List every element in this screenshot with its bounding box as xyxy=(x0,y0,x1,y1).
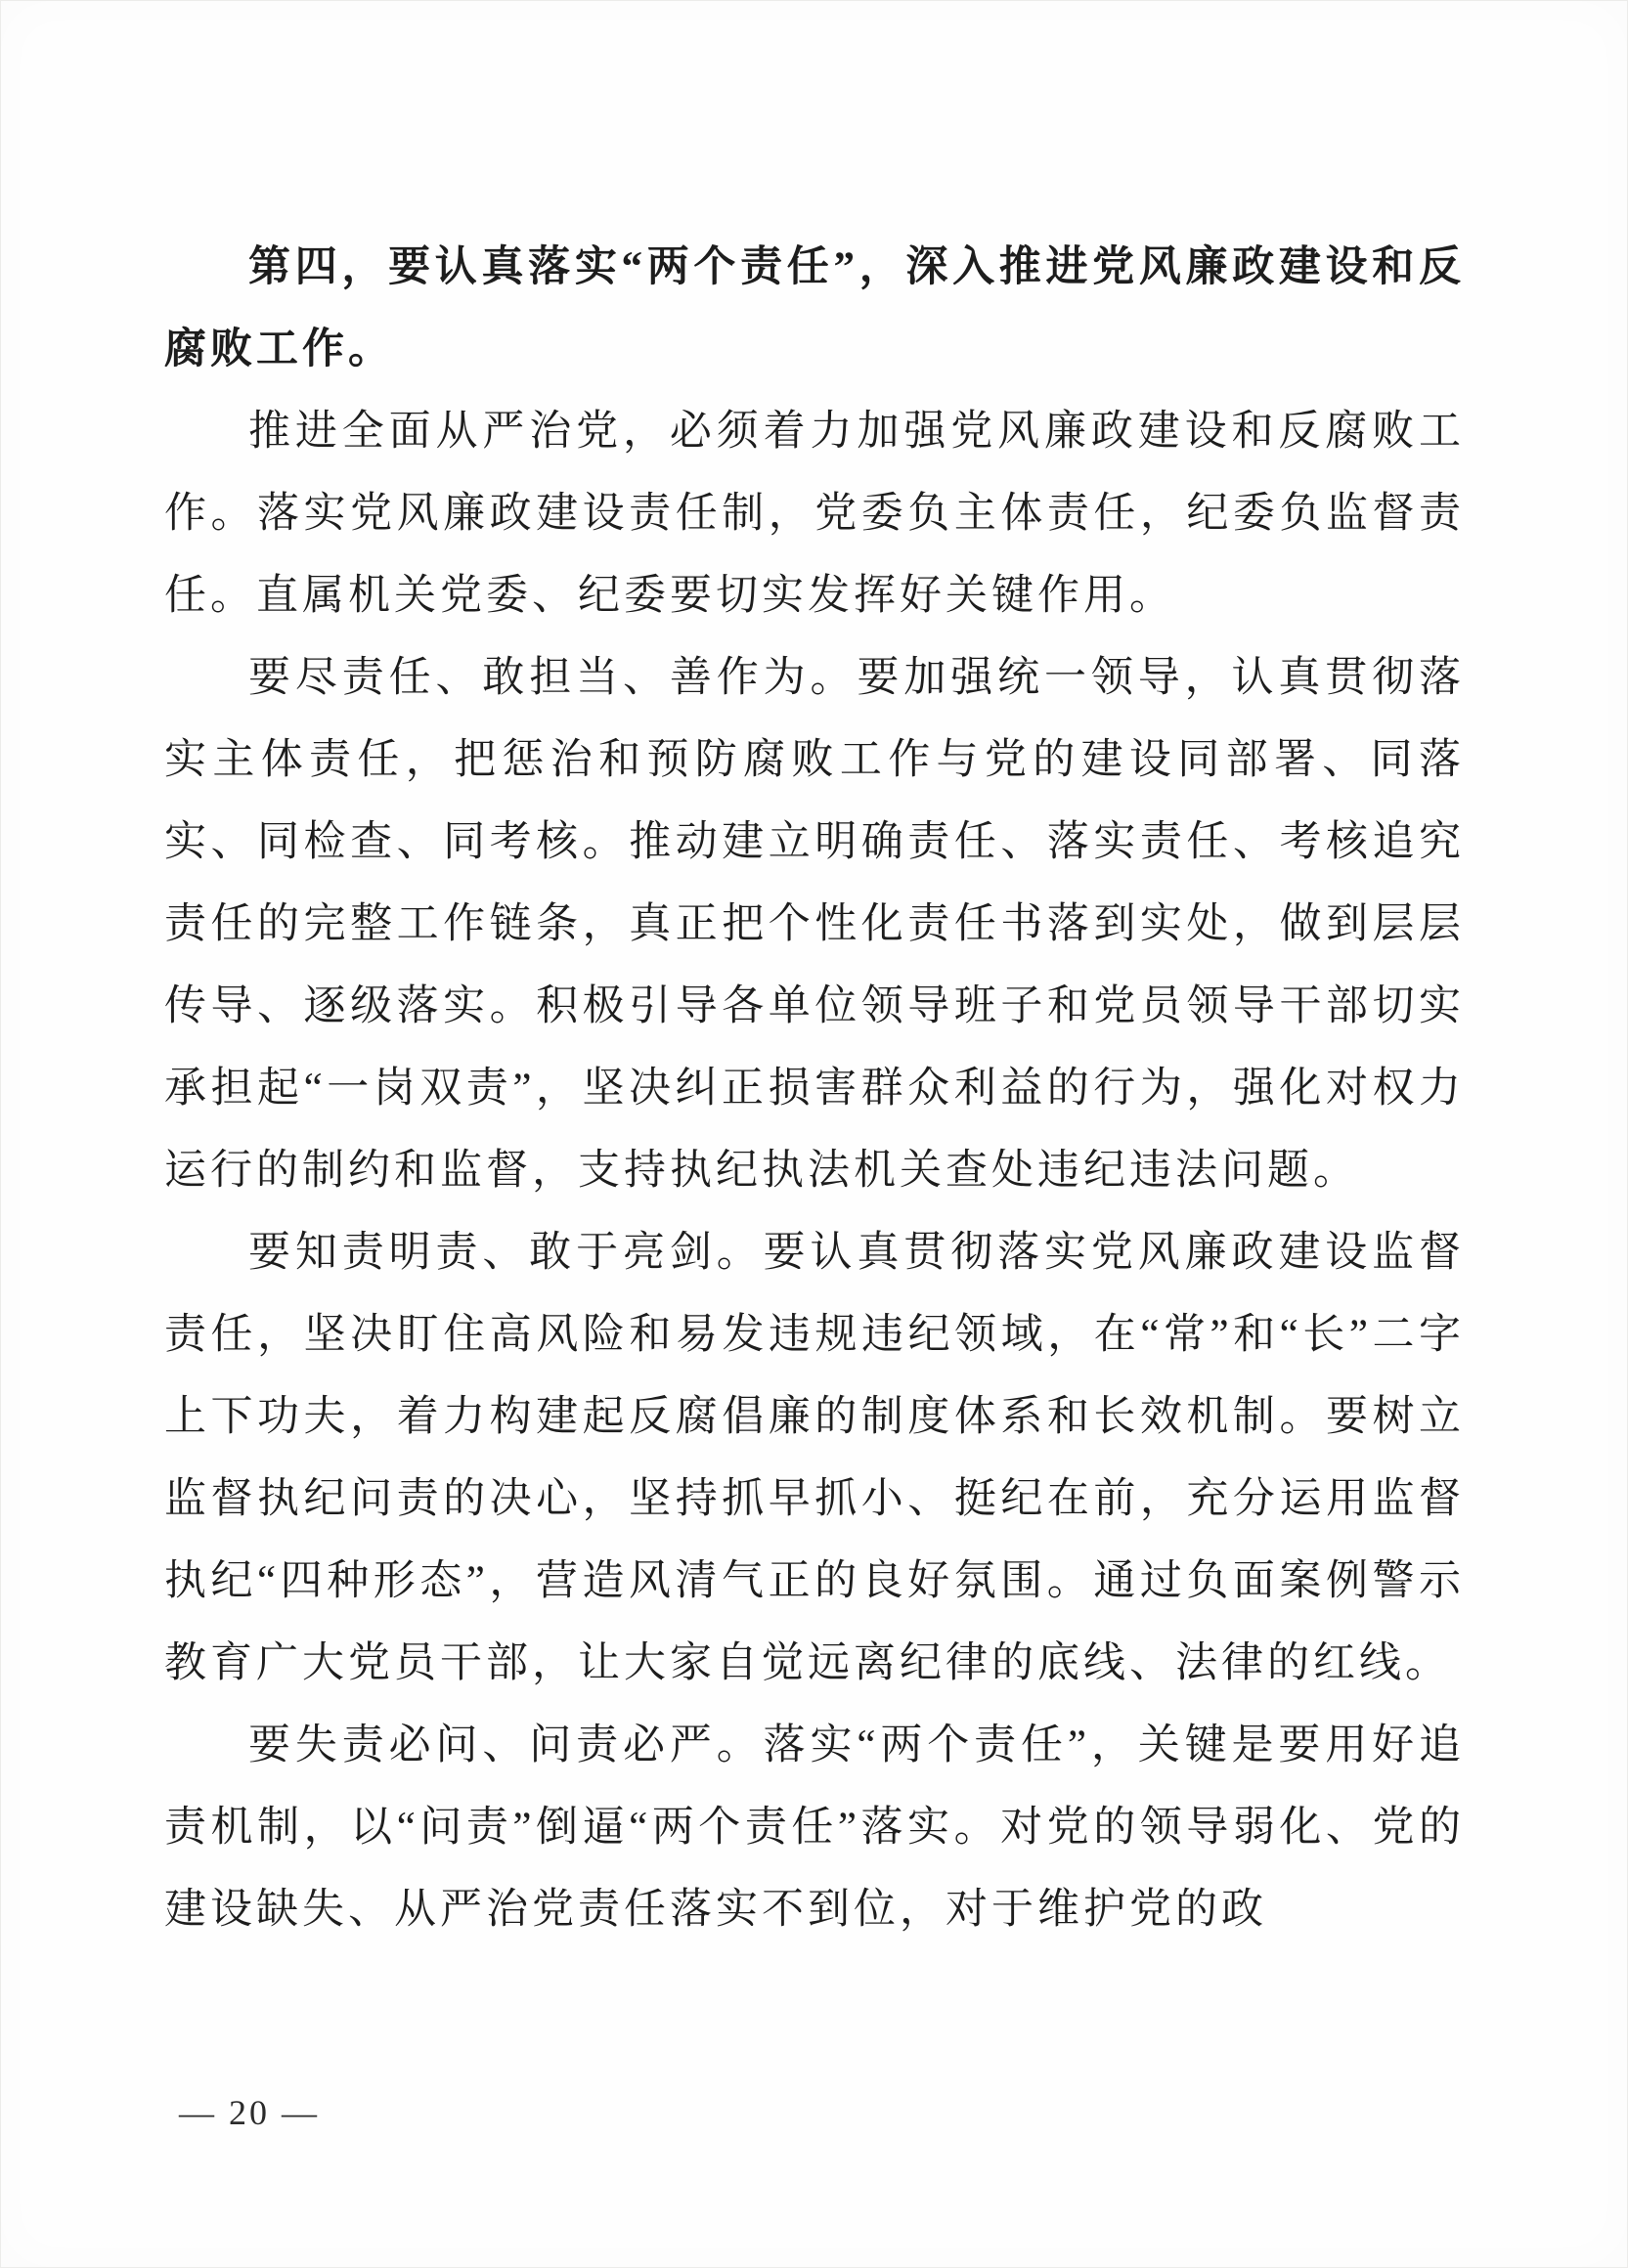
page-number: — 20 — xyxy=(179,2093,320,2132)
section-heading: 第四，要认真落实“两个责任”，深入推进党风廉政建设和反腐败工作。 xyxy=(164,244,1465,372)
body-paragraph-2: 要尽责任、敢担当、善作为。要加强统一领导，认真贯彻落实主体责任，把惩治和预防腐败工作与党的建设同部署、同落实、同检查、同考核。推动建立明确责任、落实责任、考核追究责任的完整工作链条，真正把个性化责任书落到实处，做到层层传导、逐级落实。积极引导各单位领导班子和党员领导干部切实承担起“一岗双责”，坚决纠正损害群众利益的行为，强化对权力运行的制约和监督，支持执纪执法机关查处违纪违法问题。 xyxy=(164,655,1465,1194)
body-paragraph-4: 要失责必问、问责必严。落实“两个责任”，关键是要用好追责机制，以“问责”倒逼“两个责任”落实。对党的领导弱化、党的建设缺失、从严治党责任落实不到位，对于维护党的政 xyxy=(164,1723,1465,1933)
body-paragraph-3: 要知责明责、敢于亮剑。要认真贯彻落实党风廉政建设监督责任，坚决盯住高风险和易发违规违纪领域，在“常”和“长”二字上下功夫，着力构建起反腐倡廉的制度体系和长效机制。要树立监督执纪问责的决心，坚持抓早抓小、挺纪在前，充分运用监督执纪“四种形态”，营造风清气正的良好氛围。通过负面案例警示教育广大党员干部，让大家自觉远离纪律的底线、法律的红线。 xyxy=(164,1230,1465,1686)
body-paragraph-1: 推进全面从严治党，必须着力加强党风廉政建设和反腐败工作。落实党风廉政建设责任制，党委负主体责任，纪委负监督责任。直属机关党委、纪委要切实发挥好关键作用。 xyxy=(164,409,1465,619)
page-body xyxy=(164,227,1465,1951)
